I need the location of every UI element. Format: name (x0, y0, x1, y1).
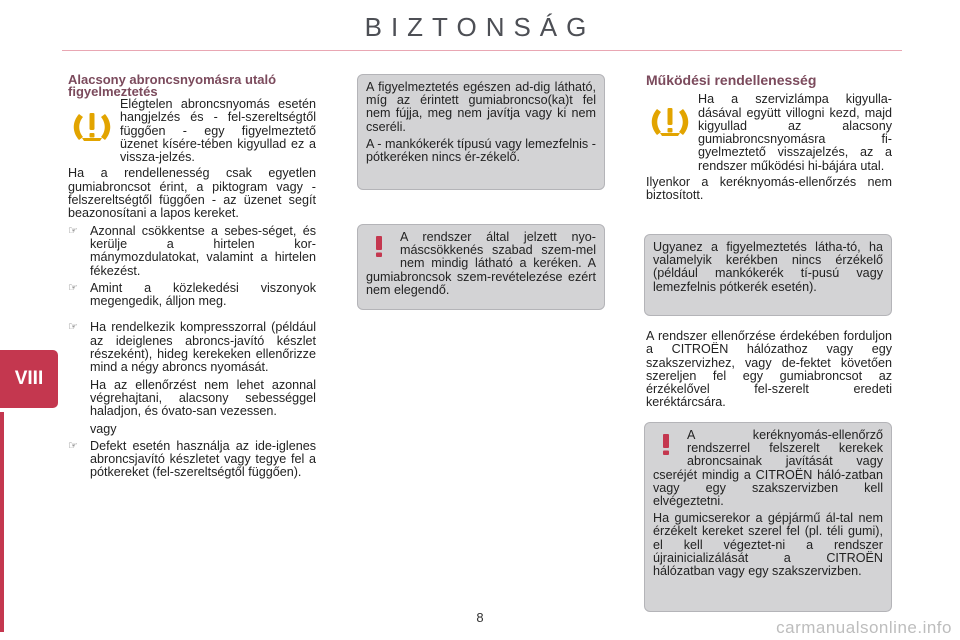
exclamation-icon (366, 233, 392, 259)
paragraph: Ilyenkor a keréknyomás-ellenőrzés nem biztosított. (646, 175, 892, 203)
list-item (68, 282, 316, 309)
list-subtext: vagy (90, 421, 117, 436)
list-item-text: Defekt esetén használja az ide-iglenes abroncsjavító készletet vagy tegye fel a pótkereket (fel-szereltségtől függően). (90, 438, 316, 480)
list-item-text: Azonnal csökkentse a sebes-séget, és kerülje a hirtelen kor-mánymozdulatokat, valamint a hirtelen fékezést. (90, 223, 316, 278)
list-item (68, 440, 316, 480)
page-number: 8 (476, 610, 484, 625)
section-heading-low-pressure: Alacsony abroncsnyomásra utaló figyelmeztetés (68, 72, 277, 99)
right-column-lower (646, 330, 892, 414)
info-text: A - mankókerék típusú vagy lemezfelnis - pótkeréken nincs ér-zékelő. (366, 136, 596, 165)
tire-pressure-warning-icon (70, 104, 114, 148)
paragraph: Ha a rendellenesség csak egyetlen gumiabroncsot érint, a piktogram vagy - felszereltségtől függően - az üzenet segít beazonosítani a lapos kereket. (68, 166, 316, 221)
warning-text: Elégtelen abroncsnyomás esetén hangjelzés és - fel-szereltségtől függően - egy figyelmeztető üzenet kísére-tében kigyullad ez a vissza-jelzés. (120, 97, 316, 165)
left-column (68, 74, 316, 484)
caution-box-visual-check (357, 224, 605, 310)
list-item-text: Amint a közlekedési viszonyok megengedik, álljon meg. (90, 280, 316, 309)
pointing-hand-icon: ☞ (68, 224, 78, 237)
list-subtext: Ha az ellenőrzést nem lehet azonnal végrehajtani, alacsony sebességgel haladjon, és óvato-san vezessen. (90, 377, 316, 419)
section-heading-malfunction: Működési rendellenesség (646, 72, 817, 88)
pointing-hand-icon: ☞ (68, 321, 78, 334)
caution-box-repair (644, 422, 892, 612)
warning-text: Ha a szervizlámpa kigyulla-dásával együtt villogni kezd, majd kigyullad az alacsony gumiabroncsnyomásra fi-gyelmeztető visszajelzés, az a rendszer működési hi-bájára utal. (698, 92, 892, 173)
watermark: carmanualsonline.info (776, 618, 952, 637)
info-text: A figyelmeztetés egészen ad-dig látható, míg az érintett gumiabroncso(ka)t fel nem fújja, meg nem javítja vagy ki nem cseréli. (366, 80, 596, 134)
list-item (68, 225, 316, 278)
pointing-hand-icon: ☞ (68, 439, 78, 452)
caution-text: Ha gumicserekor a gépjármű ál-tal nem érzékelt kereket szerel fel (pl. téli gumi), el kell végeztet-ni a rendszer újrainicializálását a CITROËN hálózatban vagy egy szakszervizben. (653, 511, 883, 579)
caution-text: A keréknyomás-ellenőrző rendszerrel felszerelt kerekek abroncsainak javítását vagy cseréjét mindig a CITROËN háló-zatban vagy egy szakszervizben kell elvégeztetni. (653, 428, 883, 509)
list-item (68, 321, 316, 374)
right-column (646, 74, 892, 207)
pointing-hand-icon: ☞ (68, 281, 78, 294)
paragraph: A rendszer ellenőrzése érdekében forduljon a CITROËN hálózathoz vagy egy szakszervizhez, vagy de-fektet követően szereljen fel egy gumiabroncsot az érzékelővel fel-szerelt eredeti keréktárcsára. (646, 329, 892, 410)
chapter-tab[interactable]: VIII (0, 350, 58, 408)
page-title: BIZTONSÁG (364, 12, 596, 42)
title-divider (62, 50, 902, 51)
warning-block (646, 93, 892, 173)
list-item-text: Ha rendelkezik kompresszorral (például az ideiglenes abroncs-javító készlet részeként), hideg kerekeken ellenőrizze mind a négy abroncs nyomását. (90, 320, 316, 375)
tire-pressure-warning-icon (648, 99, 692, 143)
info-box-warning-visibility (357, 74, 605, 190)
exclamation-icon (653, 431, 679, 457)
chapter-stripe (0, 412, 4, 632)
info-box-missing-sensor (644, 234, 892, 316)
warning-block (68, 98, 316, 164)
info-text: Ugyanez a figyelmeztetés látha-tó, ha valamelyik kerékben nincs érzékelő (például mankókerék tí-pusú vagy lemezfelnis pótkerék esetén). (653, 240, 883, 294)
caution-text: A rendszer által jelzett nyo-máscsökkenés szabad szem-mel nem mindig látható a keréken. A gumiabroncsok szem-revételezése ezért nem elegendő. (366, 230, 596, 297)
